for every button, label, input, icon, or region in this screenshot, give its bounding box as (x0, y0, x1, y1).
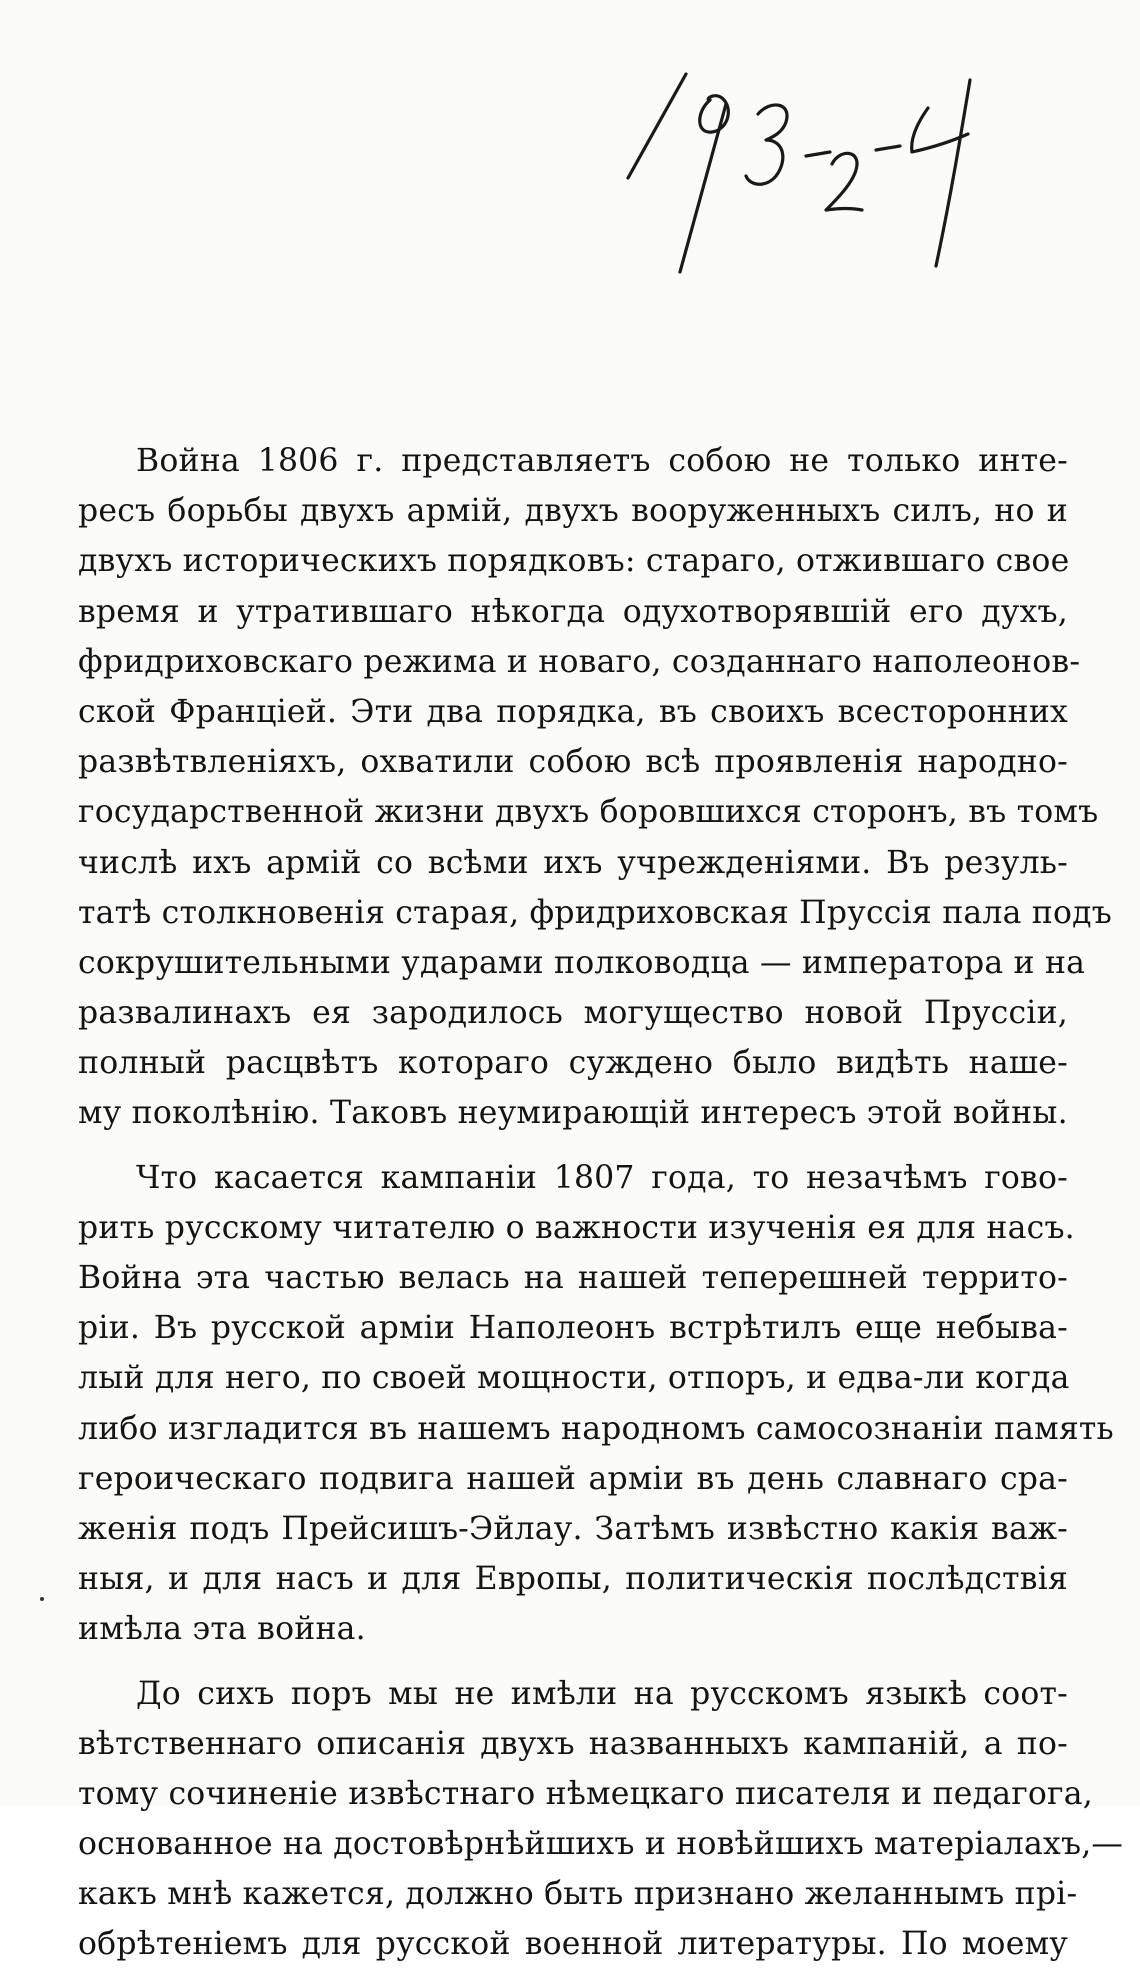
text-line: имѣла эта война. (78, 1611, 366, 1648)
text-line: время и утратившаго нѣкогда одухотворявшій его духъ, (78, 593, 1068, 630)
text-line: До сихъ поръ мы не имѣли на русскомъ языкѣ соот- (136, 1675, 1068, 1712)
text-line: му поколѣнію. Таковъ неумирающій интересъ этой войны. (78, 1095, 1068, 1132)
text-line: развалинахъ ея зародилось могущество новой Пруссіи, (78, 995, 1068, 1032)
text-line: ресъ борьбы двухъ армій, двухъ вооруженныхъ силъ, но и (78, 493, 1068, 530)
text-line: фридриховскаго режима и новаго, созданнаго наполеонов- (78, 643, 1081, 680)
text-line: рить русскому читателю о важности изученія ея для насъ. (78, 1209, 1075, 1246)
text-line: сокрушительными ударами полководца — императора и на (78, 944, 1086, 981)
text-line: героическаго подвига нашей арміи въ день славнаго сра- (78, 1460, 1068, 1497)
text-line: обрѣтеніемъ для русской военной литературы. По моему (78, 1926, 1068, 1963)
paragraph-1 (78, 436, 1112, 1139)
text-line: тому сочиненіе извѣстнаго нѣмецкаго писателя и педагога, (78, 1775, 1093, 1812)
text-line: вѣтственнаго описанія двухъ названныхъ кампаній, а по- (78, 1725, 1068, 1762)
stray-ink-dot (40, 1597, 44, 1601)
text-line: Что касается кампаніи 1807 года, то незачѣмъ гово- (136, 1159, 1068, 1196)
text-line: либо изгладится въ нашемъ народномъ самосознаніи память (78, 1410, 1114, 1447)
text-line: ской Франціей. Эти два порядка, въ своихъ всесторонних (78, 693, 1068, 730)
paragraph-2 (78, 1153, 1114, 1655)
handwritten-number-drawing (600, 60, 1070, 280)
text-line: государственной жизни двухъ боровшихся сторонъ, въ томъ (78, 794, 1099, 831)
text-line: ріи. Въ русской арміи Наполеонъ встрѣтилъ еще небыва- (78, 1310, 1068, 1347)
paragraph-3 (78, 1669, 1124, 1970)
text-line: числѣ ихъ армій со всѣми ихъ учрежденіями. Въ резуль- (78, 844, 1068, 881)
text-line: женія подъ Прейсишъ-Эйлау. Затѣмъ извѣстно какія важ- (78, 1510, 1068, 1547)
text-line: какъ мнѣ кажется, должно быть признано желаннымъ прі- (78, 1876, 1078, 1913)
text-line: лый для него, по своей мощности, отпоръ, и едва-ли когда (78, 1360, 1070, 1397)
text-line: Война 1806 г. представляетъ собою не только инте- (136, 443, 1068, 479)
text-line: полный расцвѣтъ котораго суждено было видѣть наше- (78, 1045, 1068, 1082)
text-line: Война эта частью велась на нашей теперешней террито- (78, 1260, 1068, 1296)
body-text (78, 436, 1124, 1984)
text-line: татѣ столкновенія старая, фридриховская Пруссія пала подъ (78, 894, 1112, 931)
text-line: основанное на достовѣрнѣйшихъ и новѣйшихъ матеріалахъ,— (78, 1826, 1124, 1863)
text-line: ныя, и для насъ и для Европы, политическія послѣдствія (78, 1561, 1068, 1598)
handwritten-archive-number (600, 60, 1070, 280)
text-line: развѣтвленіяхъ, охватили собою всѣ проявленія народно- (78, 744, 1068, 781)
text-line: двухъ историческихъ порядковъ: стараго, отжившаго свое (78, 543, 1070, 580)
